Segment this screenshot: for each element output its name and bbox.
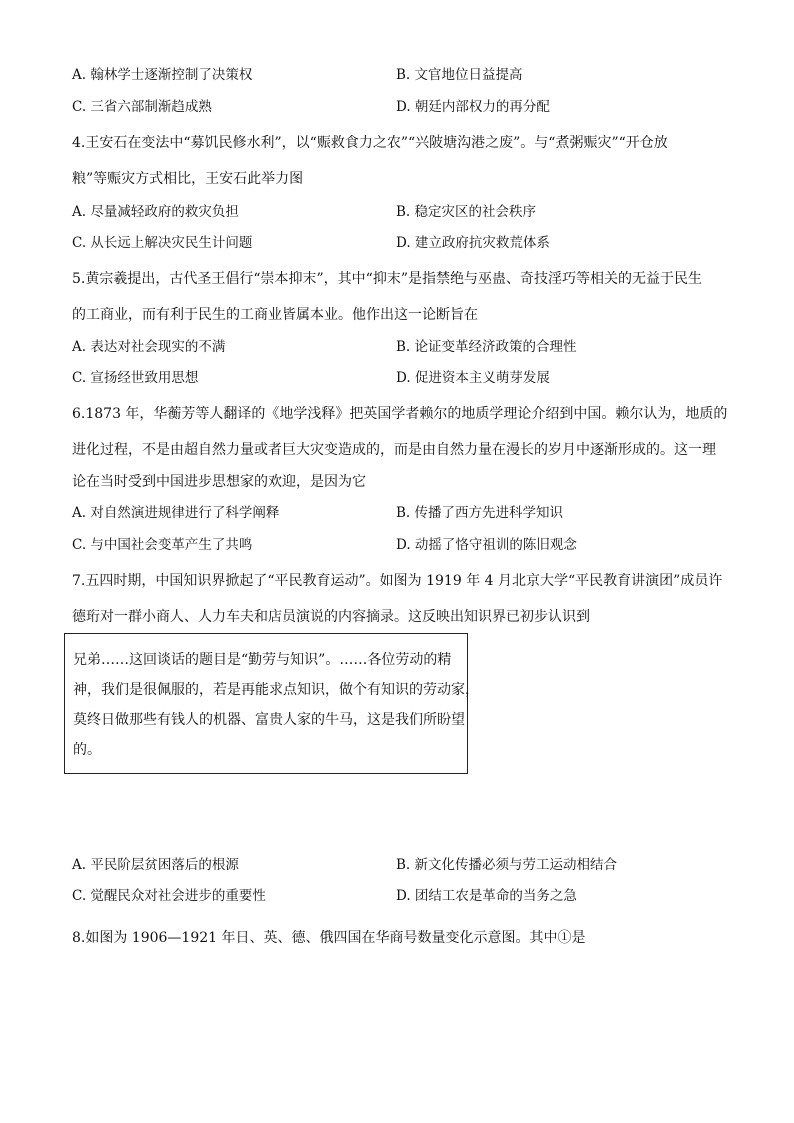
q7-quote-line-1: 兄弟……这回谈话的题目是“勤劳与知识”。……各位劳动的精 — [73, 652, 452, 668]
q6-stem-line-3: 论在当时受到中国进步思想家的欢迎，是因为它 — [72, 474, 366, 490]
q7-option-c: C. 觉醒民众对社会进步的重要性 — [72, 888, 266, 904]
q4-option-c: C. 从长远上解决灾民生计问题 — [72, 235, 253, 251]
q6-option-c: C. 与中国社会变革产生了共鸣 — [72, 537, 253, 553]
q4-stem-line-1: 4.王安石在变法中“募饥民修水利”，以“赈救食力之农”“兴陂塘沟港之废”。与“煮粥赈灾”“开仓放 — [72, 135, 668, 151]
q7-quote-box — [64, 633, 479, 774]
q4-option-b: B. 稳定灾区的社会秩序 — [396, 204, 537, 220]
q6-option-b: B. 传播了西方先进科学知识 — [396, 505, 564, 521]
q5-option-b: B. 论证变革经济政策的合理性 — [396, 339, 577, 355]
q7-stem-line-2: 德珩对一群小商人、人力车夫和店员演说的内容摘录。这反映出知识界已初步认识到 — [72, 609, 590, 625]
q7-quote-line-4: 的。 — [73, 742, 101, 758]
q4-option-d: D. 建立政府抗灾救荒体系 — [396, 235, 550, 251]
q5-stem-line-2: 的工商业，而有利于民生的工商业皆属本业。他作出这一论断旨在 — [72, 307, 478, 323]
q6-stem-line-2: 进化过程，不是由超自然力量或者巨大灾变造成的，而是由自然力量在漫长的岁月中逐渐形成的。这一理 — [72, 442, 716, 458]
q4-stem-line-2: 粮”等赈灾方式相比，王安石此举力图 — [72, 171, 304, 187]
q3-option-b: B. 文官地位日益提高 — [396, 67, 523, 83]
q6-stem-line-1: 6.1873 年，华蘅芳等人翻译的《地学浅释》把英国学者赖尔的地质学理论介绍到中国。赖尔认为，地质的 — [72, 406, 728, 422]
q7-option-a: A. 平民阶层贫困落后的根源 — [72, 857, 239, 873]
q7-stem-line-1: 7.五四时期，中国知识界掀起了“平民教育运动”。如图为 1919 年 4 月北京大学“平民教育讲演团”成员许 — [72, 573, 723, 589]
q7-quote-line-3: 莫终日做那些有钱人的机器、富贵人家的牛马，这是我们所盼望 — [73, 712, 465, 728]
q3-option-d: D. 朝廷内部权力的再分配 — [396, 99, 550, 115]
q5-option-d: D. 促进资本主义萌芽发展 — [396, 370, 550, 386]
q6-option-a: A. 对自然演进规律进行了科学阐释 — [72, 505, 280, 521]
q3-option-a: A. 翰林学士逐渐控制了决策权 — [72, 67, 253, 83]
q5-stem-line-1: 5.黄宗羲提出，古代圣王倡行“崇本抑末”，其中“抑末”是指禁绝与巫蛊、奇技淫巧等相关的无益于民生 — [72, 271, 702, 287]
q7-option-d: D. 团结工农是革命的当务之急 — [396, 888, 577, 904]
q4-option-a: A. 尽量减轻政府的救灾负担 — [72, 204, 239, 220]
q5-option-c: C. 宣扬经世致用思想 — [72, 370, 199, 386]
q5-option-a: A. 表达对社会现实的不满 — [72, 339, 226, 355]
q8-stem-line-1: 8.如图为 1906—1921 年日、英、德、俄四国在华商号数量变化示意图。其中①是 — [72, 930, 586, 946]
q3-option-c: C. 三省六部制渐趋成熟 — [72, 99, 212, 115]
q7-quote-line-2: 神，我们是很佩服的，若是再能求点知识，做个有知识的劳动家， — [73, 682, 479, 698]
q7-option-b: B. 新文化传播必须与劳工运动相结合 — [396, 857, 618, 873]
q6-option-d: D. 动摇了恪守祖训的陈旧观念 — [396, 537, 577, 553]
